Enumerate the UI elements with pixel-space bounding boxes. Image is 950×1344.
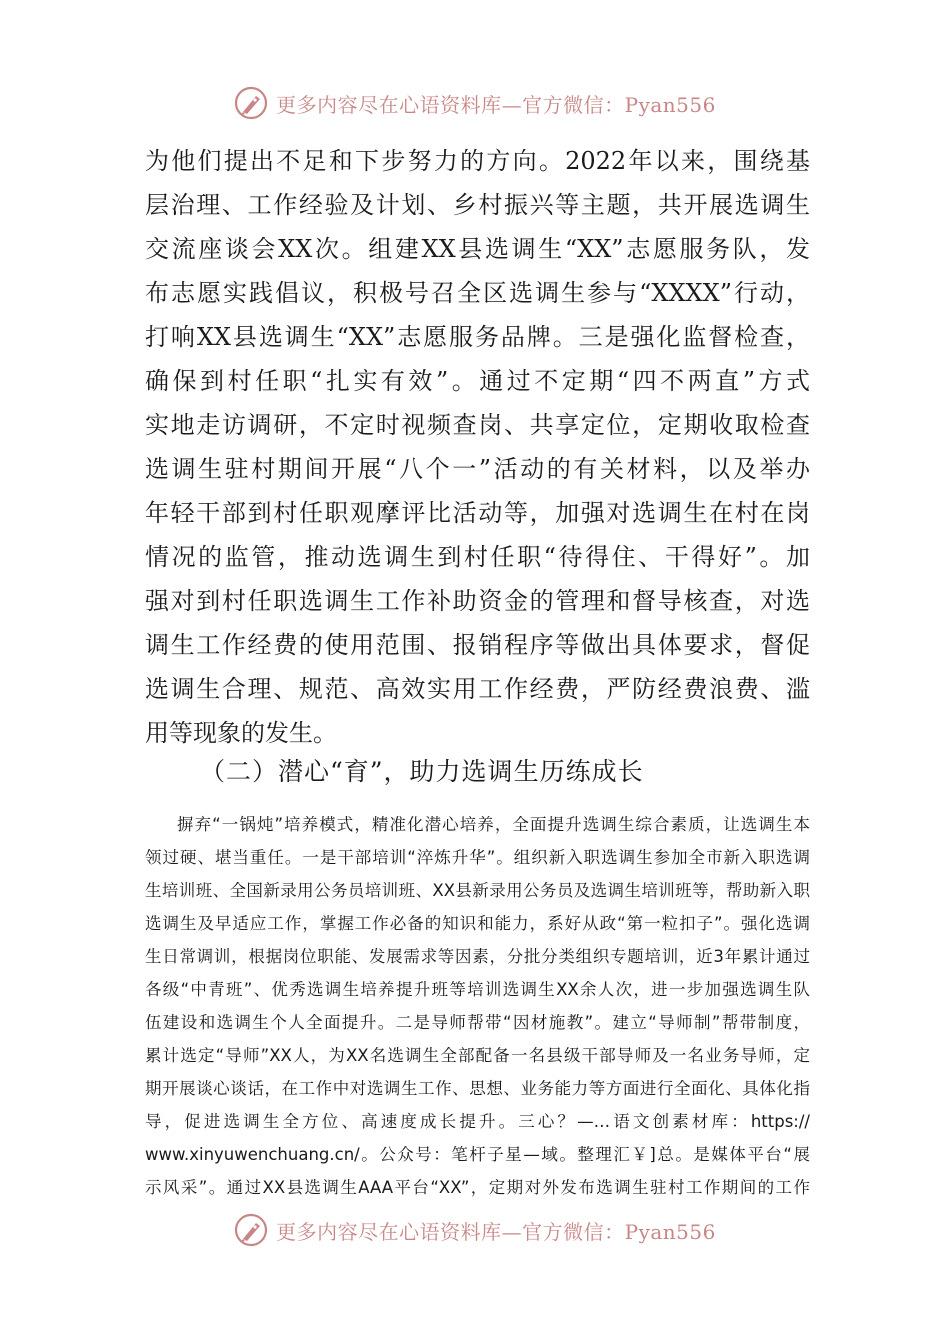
body-paragraph-sans xyxy=(145,808,810,1204)
text-line: www.xinyuwenchuang.cn/。公众号：笔杆子星—域。整理汇￥]总。是媒体平台“展 xyxy=(145,1145,810,1164)
text-line: 为他们提出不足和下步努力的方向。2022年以来，围绕基 xyxy=(145,147,810,175)
text-line: 摒弃“一锅炖”培养模式，精准化潜心培养，全面提升选调生综合素质，让选调生本 xyxy=(177,815,810,834)
text-line: 层治理、工作经验及计划、乡村振兴等主题，共开展选调生 xyxy=(145,191,810,219)
text-line: 打响XX县选调生“XX”志愿服务品牌。三是强化监督检查， xyxy=(145,323,810,351)
text-line: 调生工作经费的使用范围、报销程序等做出具体要求，督促 xyxy=(145,631,810,659)
watermark-text: 更多内容尽在心语资料库—官方微信：Pyan556 xyxy=(276,1219,716,1244)
text-line: 生日常调训，根据岗位职能、发展需求等因素，分批分类组织专题培训，近3年累计通过 xyxy=(145,947,810,966)
text-line: 情况的监管，推动选调生到村任职“待得住、干得好”。加 xyxy=(145,543,810,571)
pen-nib-icon xyxy=(234,1213,268,1247)
body-paragraph-serif xyxy=(145,139,810,755)
text-line: 导，促进选调生全方位、高速度成长提升。三心？—…语文创素材库：https:// xyxy=(145,1112,810,1131)
text-line: 交流座谈会XX次。组建XX县选调生“XX”志愿服务队，发 xyxy=(145,235,810,263)
text-line: 示风采”。通过XX县选调生AAA平台“XX”，定期对外发布选调生驻村工作期间的工作 xyxy=(145,1178,810,1197)
text-line: 选调生驻村期间开展“八个一”活动的有关材料，以及举办 xyxy=(145,455,810,483)
text-line: 确保到村任职“扎实有效”。通过不定期“四不两直”方式 xyxy=(145,367,810,395)
text-line: 选调生合理、规范、高效实用工作经费，严防经费浪费、滥 xyxy=(145,675,810,703)
text-line: 累计选定“导师”XX人，为XX名选调生全部配备一名县级干部导师及一名业务导师，定 xyxy=(145,1046,810,1065)
text-line: 年轻干部到村任职观摩评比活动等，加强对选调生在村在岗 xyxy=(145,499,810,527)
text-line: 领过硬、堪当重任。一是干部培训“淬炼升华”。组织新入职选调生参加全市新入职选调 xyxy=(145,848,810,867)
header-watermark xyxy=(0,81,950,125)
text-line: 伍建设和选调生个人全面提升。二是导师帮带“因材施教”。建立“导师制”帮带制度， xyxy=(145,1013,810,1032)
section-heading: （二）潜心“育”，助力选调生历练成长 xyxy=(200,757,644,786)
text-line: 各级“中青班”、优秀选调生培养提升班等培训选调生XX余人次，进一步加强选调生队 xyxy=(145,980,810,999)
text-line: 用等现象的发生。 xyxy=(145,719,337,747)
text-line: 实地走访调研，不定时视频查岗、共享定位，定期收取检查 xyxy=(145,411,810,439)
text-line: 选调生及早适应工作，掌握工作必备的知识和能力，系好从政“第一粒扣子”。强化选调 xyxy=(145,914,810,933)
pen-nib-icon xyxy=(234,86,268,120)
text-line: 生培训班、全国新录用公务员培训班、XX县新录用公务员及选调生培训班等，帮助新入职 xyxy=(145,881,810,900)
watermark-text: 更多内容尽在心语资料库—官方微信：Pyan556 xyxy=(276,92,716,117)
text-line: 强对到村任职选调生工作补助资金的管理和督导核查，对选 xyxy=(145,587,810,615)
text-line: 期开展谈心谈话，在工作中对选调生工作、思想、业务能力等方面进行全面化、具体化指 xyxy=(145,1079,810,1098)
footer-watermark xyxy=(0,1208,950,1252)
text-line: 布志愿实践倡议，积极号召全区选调生参与“XXXX”行动， xyxy=(145,279,810,307)
